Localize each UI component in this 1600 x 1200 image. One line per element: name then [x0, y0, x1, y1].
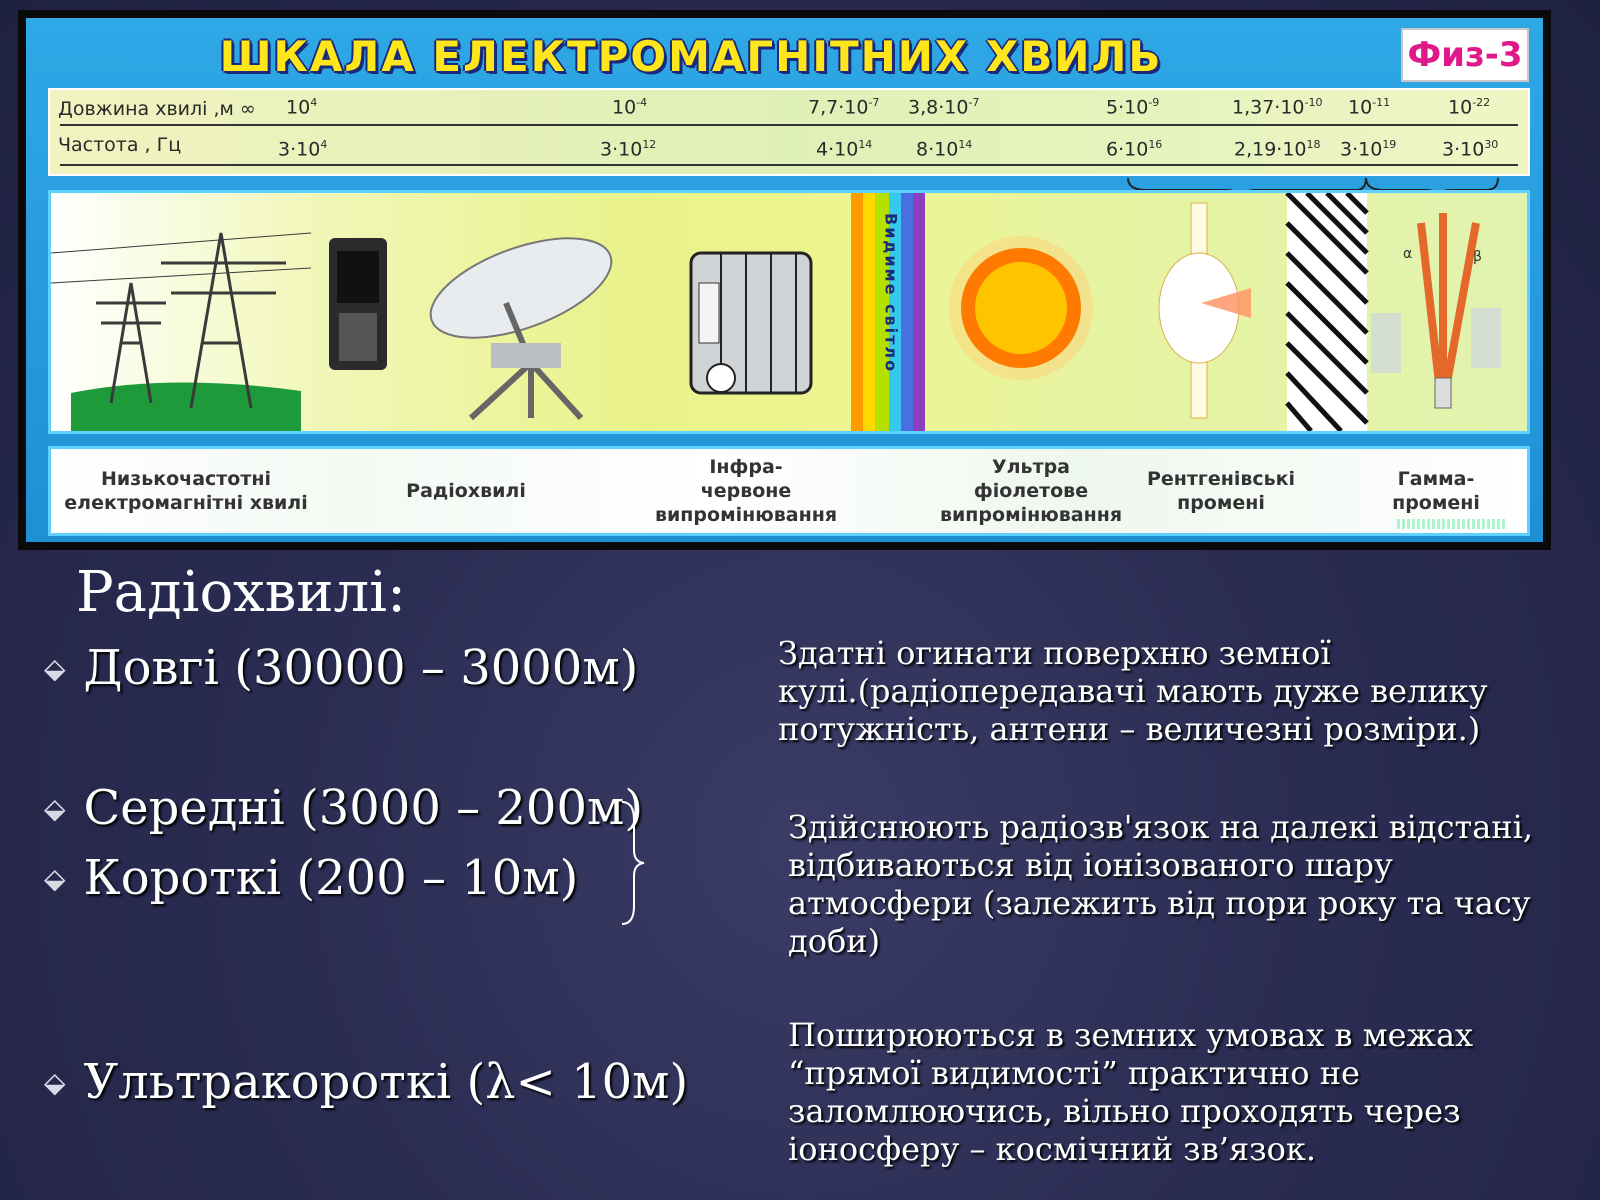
categories-panel: [48, 446, 1530, 536]
category-radio: Радіохвилі: [406, 480, 526, 502]
frequency-tick: $3\cdot 10^{19}$: [1340, 138, 1397, 161]
bullet-marker-icon: ⬙: [44, 792, 66, 825]
description-long: Здатні огинати поверхню земної кулі.(радіопередавачі мають дуже велику потужність, антени – величезні розміри.): [778, 634, 1488, 748]
alpha-label: α: [1403, 246, 1413, 262]
frequency-label: Частота , Гц: [58, 134, 182, 156]
poster-title: ШКАЛА ЕЛЕКТРОМАГНІТНИХ ХВИЛЬ: [219, 32, 1163, 81]
wavelength-label: Довжина хвилі ,м ∞: [58, 98, 256, 120]
em-spectrum-poster: [18, 10, 1551, 550]
wavelength-tick: $3,8\cdot 10^{-7}$: [908, 96, 980, 119]
grouping-brace: [618, 800, 648, 926]
frequency-tick: $2,19\cdot 10^{18}$: [1234, 138, 1321, 161]
xray-tube-icon: [1159, 203, 1251, 418]
grass-icon: [71, 382, 301, 431]
slide-heading: Радіохвилі:: [76, 560, 406, 625]
poster-inner: [26, 18, 1543, 542]
category-low-frequency: Низькочастотні електромагнітні хвилі: [64, 468, 308, 514]
beta-label: β: [1473, 249, 1482, 265]
bullet-short-waves: ⬙ Короткі (200 – 10м): [44, 850, 579, 906]
frequency-tick: $8\cdot 10^{14}$: [916, 138, 973, 161]
wavelength-tick: $5\cdot 10^{-9}$: [1106, 96, 1160, 119]
radiator-icon: [691, 253, 811, 393]
wavelength-tick: $10^4$: [286, 96, 318, 119]
scale-panel: [48, 88, 1530, 176]
frequency-tick: $4\cdot 10^{14}$: [816, 138, 873, 161]
poster-footnote: [1397, 519, 1507, 529]
radioactive-source-icon: [1371, 213, 1501, 408]
frequency-tick: $3\cdot 10^{12}$: [600, 138, 657, 161]
description-ultrashort: Поширюються в земних умовах в межах “прямої видимості” практично не заломлюючись, вільно проходять через іоносферу – космічний зв’язок.: [788, 1016, 1474, 1168]
illustrations: [51, 193, 1527, 431]
category-xray: Рентгенівські промені: [1146, 468, 1296, 514]
wavelength-tick: $7,7\cdot 10^{-7}$: [808, 96, 880, 119]
bullet-marker-icon: ⬙: [44, 652, 66, 685]
wavelength-tick: $1,37\cdot 10^{-10}$: [1232, 96, 1323, 119]
frequency-axis: [60, 164, 1518, 166]
bullet-marker-icon: ⬙: [44, 1066, 66, 1099]
wavelength-tick: $10^{-4}$: [612, 96, 648, 119]
frequency-tick: $6\cdot 10^{16}$: [1106, 138, 1163, 161]
poster-code-badge: Физ-3: [1401, 28, 1529, 82]
illustrations-panel: [48, 190, 1530, 434]
description-medium-short: Здійснюють радіозв'язок на далекі відстані, відбиваються від іонізованого шару атмосфери (залежить від пори року та часу доби): [788, 808, 1533, 960]
category-infrared: Інфра- червоне випромінювання: [654, 456, 838, 526]
bullet-ultrashort-waves: ⬙ Ультракороткі (λ< 10м): [44, 1054, 689, 1110]
wavelength-tick: $10^{-11}$: [1348, 96, 1391, 119]
frequency-tick: $3\cdot 10^4$: [278, 138, 328, 161]
category-gamma: Гамма- промені: [1392, 468, 1480, 514]
category-ultraviolet: Ультра фіолетове випромінювання: [939, 456, 1123, 526]
visible-light-label: Видиме світло: [881, 213, 901, 374]
mobile-phone-icon: [329, 238, 387, 370]
shielding-wall: [1287, 193, 1367, 431]
satellite-dish-icon: [418, 218, 624, 418]
sun-icon: [949, 236, 1093, 380]
wavelength-tick: $10^{-22}$: [1448, 96, 1491, 119]
wavelength-axis: [60, 124, 1518, 126]
frequency-tick: $3\cdot 10^{30}$: [1442, 138, 1499, 161]
power-tower-icon: [51, 233, 311, 408]
bullet-long-waves: ⬙ Довгі (30000 – 3000м): [44, 640, 639, 696]
bullet-marker-icon: ⬙: [44, 862, 66, 895]
bullet-medium-waves: ⬙ Середні (3000 – 200м): [44, 780, 644, 836]
